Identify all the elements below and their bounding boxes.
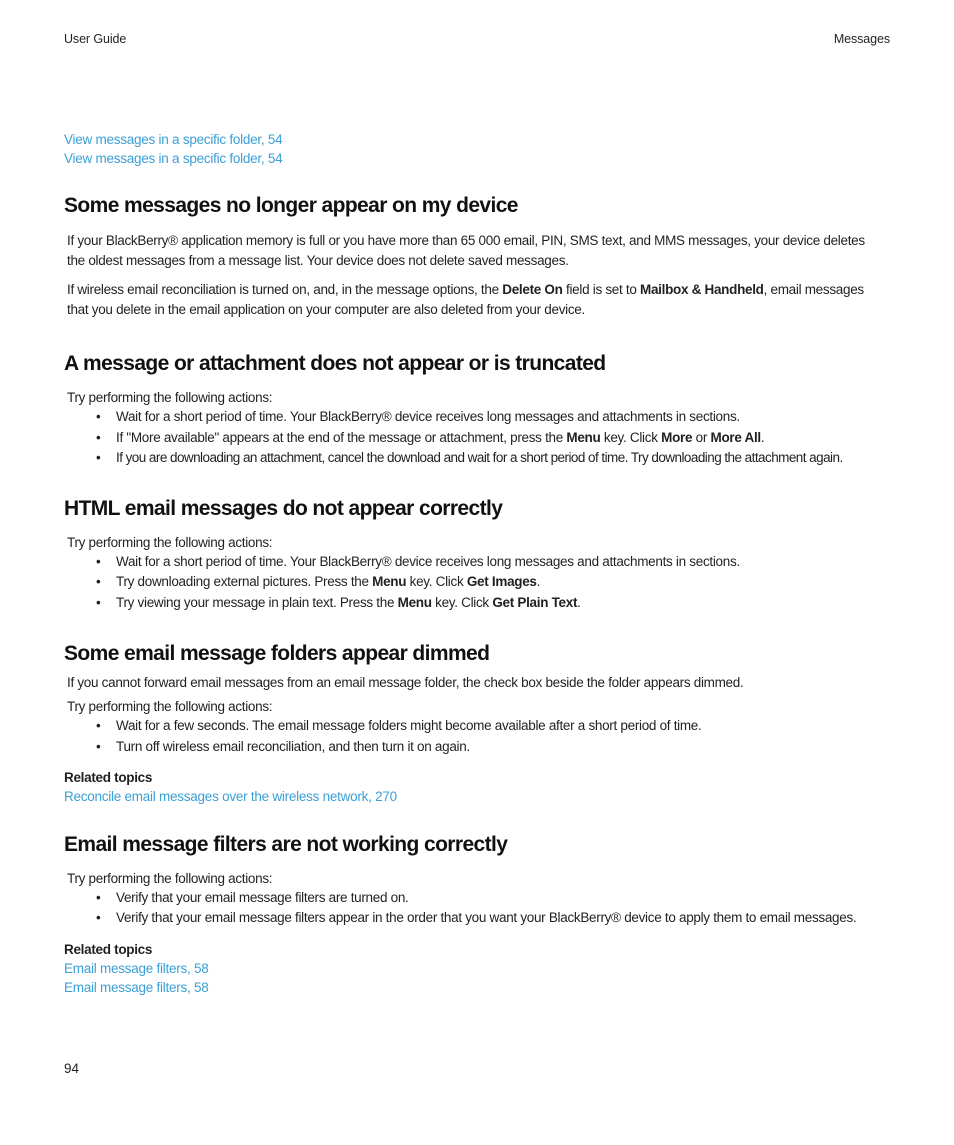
link-email-message-filters[interactable]: Email message filters, 58: [64, 980, 209, 995]
paragraph-line: that you delete in the email application on your computer are also deleted from your device.: [67, 302, 585, 317]
list-item: [116, 574, 540, 589]
ui-term-more-all: More All: [710, 430, 761, 445]
intro-text: Try performing the following actions:: [67, 390, 273, 405]
related-topics-label: Related topics: [64, 942, 153, 957]
ui-term-menu: Menu: [372, 574, 407, 589]
bullet-icon: •: [96, 595, 101, 610]
list-item: Wait for a short period of time. Your BlackBerry® device receives long messages and attachments in sections.: [116, 409, 740, 424]
text: Try viewing your message in plain text. Press the: [116, 595, 398, 610]
text: .: [536, 574, 541, 589]
list-item: [116, 430, 764, 445]
list-item: Wait for a few seconds. The email message folders might become available after a short period of time.: [116, 718, 702, 733]
text: key. Click: [600, 430, 662, 445]
ui-term-get-images: Get Images: [466, 574, 537, 589]
bullet-icon: •: [96, 554, 101, 569]
ui-term-menu: Menu: [566, 430, 601, 445]
link-reconcile-email[interactable]: Reconcile email messages over the wireless network, 270: [64, 789, 397, 804]
text: key. Click: [431, 595, 493, 610]
bullet-icon: •: [96, 450, 101, 465]
paragraph-reconciliation: [67, 280, 864, 320]
text: or: [692, 430, 711, 445]
list-item: [116, 595, 581, 610]
list-item: If you are downloading an attachment, cancel the download and wait for a short period of time. Try downloading the attachment again.: [116, 450, 843, 465]
bullet-icon: •: [96, 409, 101, 424]
list-item: Verify that your email message filters are turned on.: [116, 890, 409, 905]
text: Try downloading external pictures. Press the: [116, 574, 373, 589]
intro-text: Try performing the following actions:: [67, 699, 273, 714]
bullet-icon: •: [96, 430, 101, 445]
ui-term-get-plain-text: Get Plain Text: [492, 595, 578, 610]
text: key. Click: [406, 574, 467, 589]
ui-term-menu: Menu: [397, 595, 432, 610]
text: If wireless email reconciliation is turned on, and, in the message options, the: [67, 282, 503, 297]
ui-term-more: More: [661, 430, 693, 445]
text: .: [760, 430, 765, 445]
bullet-icon: •: [96, 890, 101, 905]
list-item: Turn off wireless email reconciliation, and then turn it on again.: [116, 739, 470, 754]
text: , email messages: [763, 282, 864, 297]
bullet-icon: •: [96, 739, 101, 754]
header-section-title: Messages: [833, 32, 890, 46]
link-view-messages-folder[interactable]: View messages in a specific folder, 54: [64, 132, 283, 147]
heading-messages-no-longer-appear: Some messages no longer appear on my device: [64, 194, 518, 217]
heading-filters-not-working: Email message filters are not working correctly: [64, 833, 508, 856]
heading-folders-dimmed: Some email message folders appear dimmed: [64, 642, 490, 665]
ui-term-delete-on: Delete On: [502, 282, 563, 297]
text: If "More available" appears at the end of the message or attachment, press the: [116, 430, 567, 445]
bullet-icon: •: [96, 574, 101, 589]
text: field is set to: [562, 282, 641, 297]
list-item: Wait for a short period of time. Your BlackBerry® device receives long messages and attachments in sections.: [116, 554, 740, 569]
paragraph-memory-full: [67, 231, 865, 271]
related-topics-label: Related topics: [64, 770, 153, 785]
paragraph-line: the oldest messages from a message list. Your device does not delete saved messages.: [67, 253, 569, 268]
heading-attachment-truncated: A message or attachment does not appear or is truncated: [64, 352, 606, 375]
paragraph-folders-dimmed: If you cannot forward email messages from an email message folder, the check box beside the folder appears dimmed.: [67, 675, 744, 690]
link-view-messages-folder[interactable]: View messages in a specific folder, 54: [64, 151, 283, 166]
bullet-icon: •: [96, 910, 101, 925]
intro-text: Try performing the following actions:: [67, 535, 273, 550]
heading-html-email: HTML email messages do not appear correctly: [64, 497, 503, 520]
text: .: [577, 595, 581, 610]
intro-text: Try performing the following actions:: [67, 871, 273, 886]
link-email-message-filters[interactable]: Email message filters, 58: [64, 961, 209, 976]
page-number: 94: [64, 1061, 80, 1076]
header-guide-title: User Guide: [64, 32, 127, 46]
paragraph-line: If your BlackBerry® application memory is full or you have more than 65 000 email, PIN, SMS text, and MMS messages, your device deletes: [67, 233, 865, 248]
bullet-icon: •: [96, 718, 101, 733]
ui-term-mailbox-handheld: Mailbox & Handheld: [640, 282, 764, 297]
list-item: Verify that your email message filters appear in the order that you want your BlackBerry® device to apply them to email messages.: [116, 910, 857, 925]
